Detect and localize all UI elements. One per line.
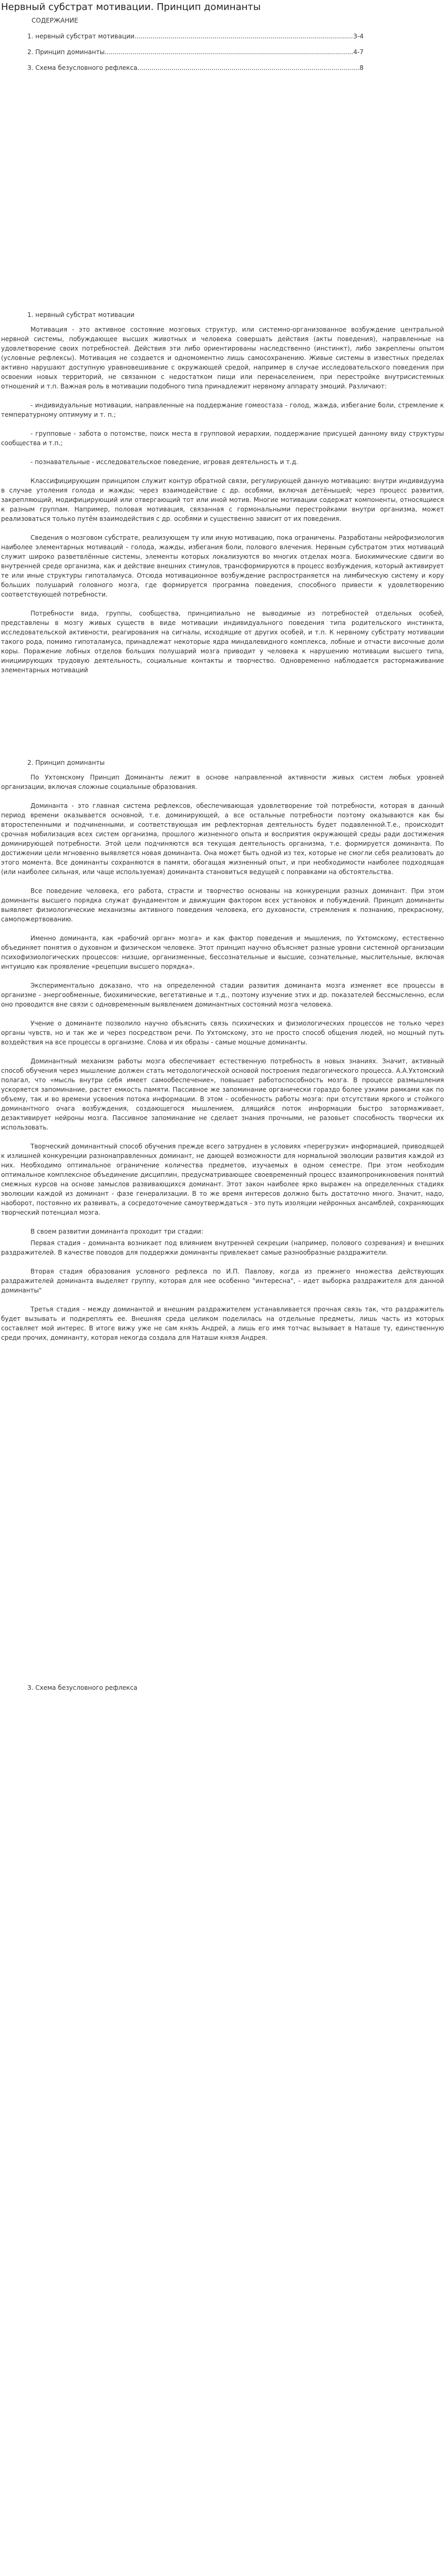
toc-item-page: 3-4 (353, 33, 364, 40)
paragraph: Именно доминанта, как «рабочий орган» мозга» и как фактор поведения и мышления, по Ухтомскому, естественно объединяет понятия о духовном и физическом человеке. Этот принцип научно объясняет разные уровни системной организации психофизиологических процессов: низшие, организменные, бессознательные и высшие, сознательные, мыслительные, включая интуицию как проявление «рецепции высшего порядка». (1, 935, 444, 970)
paragraph: По Ухтомскому Принцип Доминанты лежит в основе направленной активности живых систем любых уровней организации, включая сложные социальные образования. (1, 774, 444, 791)
stage-paragraph: Первая стадия - доминанта возникает под влиянием внутренней секреции (например, полового созревания) и внешних раздражителей. В качестве поводов для поддержки доминанты привлекает самые разнообразные раздражители. (1, 1239, 444, 1256)
toc-leader-dots (137, 63, 359, 73)
toc-heading: СОДЕРЖАНИЕ (32, 17, 78, 24)
toc-item-label: 1. нервный субстрат мотивации (27, 33, 134, 40)
paragraph: - индивидуальные мотивации, направленные на поддержание гомеостаза - голод, жажда, избегание боли, стремление к температурному оптимуму и т. п.; (1, 402, 444, 418)
paragraph: - познавательные - исследовательское поведение, игровая деятельность и т.д. (30, 458, 298, 466)
toc-leader-dots (134, 32, 353, 41)
paragraph: Доминанта - это главная система рефлексов, обеспечивающая удовлетворение той потребности, которая в данный период времени оказывается основной, т.е. доминирующей, а все остальные потребности поэтому оказываются как бы второстепенными и подчиненными, и соответствующая им рефлекторная деятельность будет подавленной.Т.е., происходит срочная мобилизация всех систем организма, прошлого жизненного опыта и восприятия окружающей среды ради достижения доминирующей потребности. Этой цели подчиняются вся текущая деятельность организма, т.е. формируется доминанта. По достижении цели мгновенно выявляется новая доминанта. Она может быть одной из тех, которые не смогли себя реализовать до этого момента. Все доминанты сохраняются в памяти, обогащая жизненный опыт, и при необходимости наиболее подходящая (или наиболее сильная, или чаще используемая) доминанта становиться ведущей с поправками на обстоятельства. (1, 802, 444, 876)
page-title: Нервный субстрат мотивации. Принцип доминанты (1, 2, 261, 13)
toc-leader-dots (105, 47, 353, 57)
blank-space (0, 684, 445, 742)
toc-item-3[interactable] (27, 63, 364, 73)
blank-space (0, 1352, 445, 1667)
section-title: 2. Принцип доминанты (27, 759, 105, 766)
stage-paragraph: Третья стадия - между доминантой и внешним раздражителем устанавливается прочная связь так, что раздражитель будет вызывать и подкреплять ее. Внешняя среда целиком поделилась на отдельные предметы, лишь часть из которых составляет мой интерес. В итоге вижу уже не сам князь Андрей, а лишь его имя тотчас вызывает в Наташе ту, единственную среди прочих, доминанту, которая некогда создала для Наташи князя Андрея. (1, 1306, 444, 1341)
paragraph: Творческий доминантный способ обучения прежде всего затруднен в условиях «перегрузки» информацией, приводящей к излишней конкуренции разнонаправленных доминант, не дающей возможности для нормальной эволюции развития каждой из них. Необходимо оптимальное ограничение количества предметов, изучаемых в одном семестре. При этом необходим оптимальное комплексное объединение дисциплин, предусматривающее своевременный процесс взаимопроникновения понятий смежных курсов на основе замыслов развивающихся доминант. Этот закон наиболее ярко выражен на определенных стадиях эволюции каждой из доминант - фазе генерализации. В то же время интересов должно быть достаточно много. Значит, надо, наоборот, постоянно их развивать, а сосредоточение самоутверждаться - это путь изоляции нейронных ансамблей, сохраняющих творческий потенциал мозга. (1, 1143, 444, 1216)
section-title: 1. нервный субстрат мотивации (27, 311, 134, 319)
stages-intro: В своем развитии доминанта проходит три стадии: (30, 1228, 203, 1235)
toc-item-label: 2. Принцип доминанты (27, 48, 105, 56)
paragraph: Потребности вида, группы, сообщества, принципиально не выводимые из потребностей отдельных особей, представлены в мозгу живых существ в виде мотивации индивидуального поведения типа родительского инстинкта, исследовательской активности, реагирования на сигналы, исходящие от других особей, и т.п. К нервному субстрату мотивации такого рода, помимо гипоталамуса, принадлежат некоторые ядра миндалевидного комплекса, лобные и отчасти височные доли коры. Поражение лобных отделов больших полушарий мозга приводит у человека к нарушению мотивации высшего типа, инициирующих трудовую деятельность, социальные контакты и творчество. Одновременно наблюдается растормаживание элементарных мотиваций (1, 610, 444, 674)
paragraph: Доминантный механизм работы мозга обеспечивает естественную потребность в новых знаниях. Значит, активный способ обучения через мышление должен стать методологической основой построения педагогического процесса. А.А.Ухтомский полагал, что «мысль внутри себя имеет самообеспечение», повышает работоспособность мозга. В процессе размышления ускоряется запоминание, растет емкость памяти. Пассивное же запоминание органически гораздо более узкими рамками как по объему, так и во времени усвоения потока информации. В этом - особенность работы мозга: при отсутствии яркого и стойкого доминантного очага возбуждения, создающегося мышлением, длящийся поток информации быстро затормаживает, дезактивирует нейроны мозга. Пассивное запоминание не сделает знания прочными, не разовьет способность творчески их использовать. (1, 1058, 444, 1131)
toc-item-label: 3. Схема безусловного рефлекса (27, 64, 138, 71)
toc-item-2[interactable] (27, 47, 364, 57)
toc-item-page: 4-7 (353, 48, 364, 56)
section-2 (0, 758, 445, 1342)
stage-paragraph: Вторая стадия образования условного рефлекса по И.П. Павлову, когда из прежнего множества действующих раздражителей доминанта выделяет группу, которая для нее особенно "интересна", - идет выборка раздражителя для данной доминанты" (1, 1268, 444, 1294)
section-3 (0, 1683, 445, 1692)
paragraph: Мотивация - это активное состояние мозговых структур, или системно-организованное возбуждение центральной нервной системы, побуждающее высших животных и человека совершать действия (акты поведения), направленные на удовлетворение своих потребностей. Действия эти либо ориентированы наследственно (инстинкт), либо закреплены опытом (условные рефлексы). Мотивация не создается и одномоментно лишь самосохранению. Живые системы в известных пределах активно нарушают доступную уравновешивание с окружающей средой, например в случае исследовательского поведения при освоении новых территорий, не связанном с недостатком пищи или перенаселением, при перестройке внутрисистемных отношений и т.п. Важная роль в мотивации подобного типа принадлежит нервному аппарату эмоций. Различают: (1, 326, 444, 390)
paragraph: Сведения о мозговом субстрате, реализующем ту или иную мотивацию, пока ограничены. Разработаны нейрофизиология наиболее элементарных мотиваций - голода, жажды, избегания боли, полового влечения. Нервным субстратом этих мотиваций служит широко разветвлённые системы, элементы которых локализуются во многих отделах мозга. Биохимические сдвиги во внутренней среде организма, как и действие внешних стимулов, трансформируются в процесс возбуждения, который активирует те или иные структуры гипоталамуса. Отсюда мотивационное возбуждение распространяется на лимбическую систему и кору больших полушарий головного мозга, где формируется программа поведения, способного привести к удовлетворению соответствующей потребности. (1, 534, 444, 598)
paragraph: Классифицирующим принципом служит контур обратной связи, регулирующей данную мотивацию: внутри индивидуума в случае утоления голода и жажды; через взаимодействие с др. особями, включая детёнышей; через процесс развития, закрепляющий, модифицирующий или отвергающий тот или иной мотив. Многие мотивации содержат компоненты, относящиеся к разным группам. Например, половая мотивация, связанная с гормональными перестройками внутри организма, может реализоваться только путём взаимодействия с др. особями и существенно зависит от их поведения. (1, 477, 444, 522)
paragraph: Учение о доминанте позволило научно объяснить связь психических и физиологических процессов не только через органы чувств, но и так же и через посредством речи. По Ухтомскому, это не просто способ общения людей, но мощный путь воздействия на все процессы в организме. Слова и их образы - самые мощные доминанты. (1, 1020, 444, 1046)
paragraph: - групповые - забота о потомстве, поиск места в групповой иерархии, поддержание присущей данному виду структуры сообщества и т.п.; (1, 430, 444, 447)
blank-space (0, 79, 445, 294)
toc-item-1[interactable] (27, 32, 364, 41)
toc-item-page: 8 (359, 64, 364, 71)
section-title: 3. Схема безусловного рефлекса (27, 1684, 138, 1691)
paragraph: Экспериментально доказано, что на определенной стадии развития доминанта мозга изменяет все процессы в организме - энергообменные, биохимические, вегетативные и т.д., поэтому изучение этих и др. показателей бессмысленно, если оно проводится вне связи с одновременным выявлением доминантных состояний мозга человека. (1, 982, 444, 1008)
section-1 (0, 310, 445, 675)
table-of-contents (0, 14, 445, 73)
paragraph: Все поведение человека, его работа, страсти и творчество основаны на конкуренции разных доминант. При этом доминанты высшего порядка служат фундаментом и движущим фактором всех установок и побуждений. Принцип доминанты выявляет физиологические механизмы активного поведения человека, его духовности, стремления к познанию, прекрасному, самопожертвованию. (1, 887, 444, 923)
